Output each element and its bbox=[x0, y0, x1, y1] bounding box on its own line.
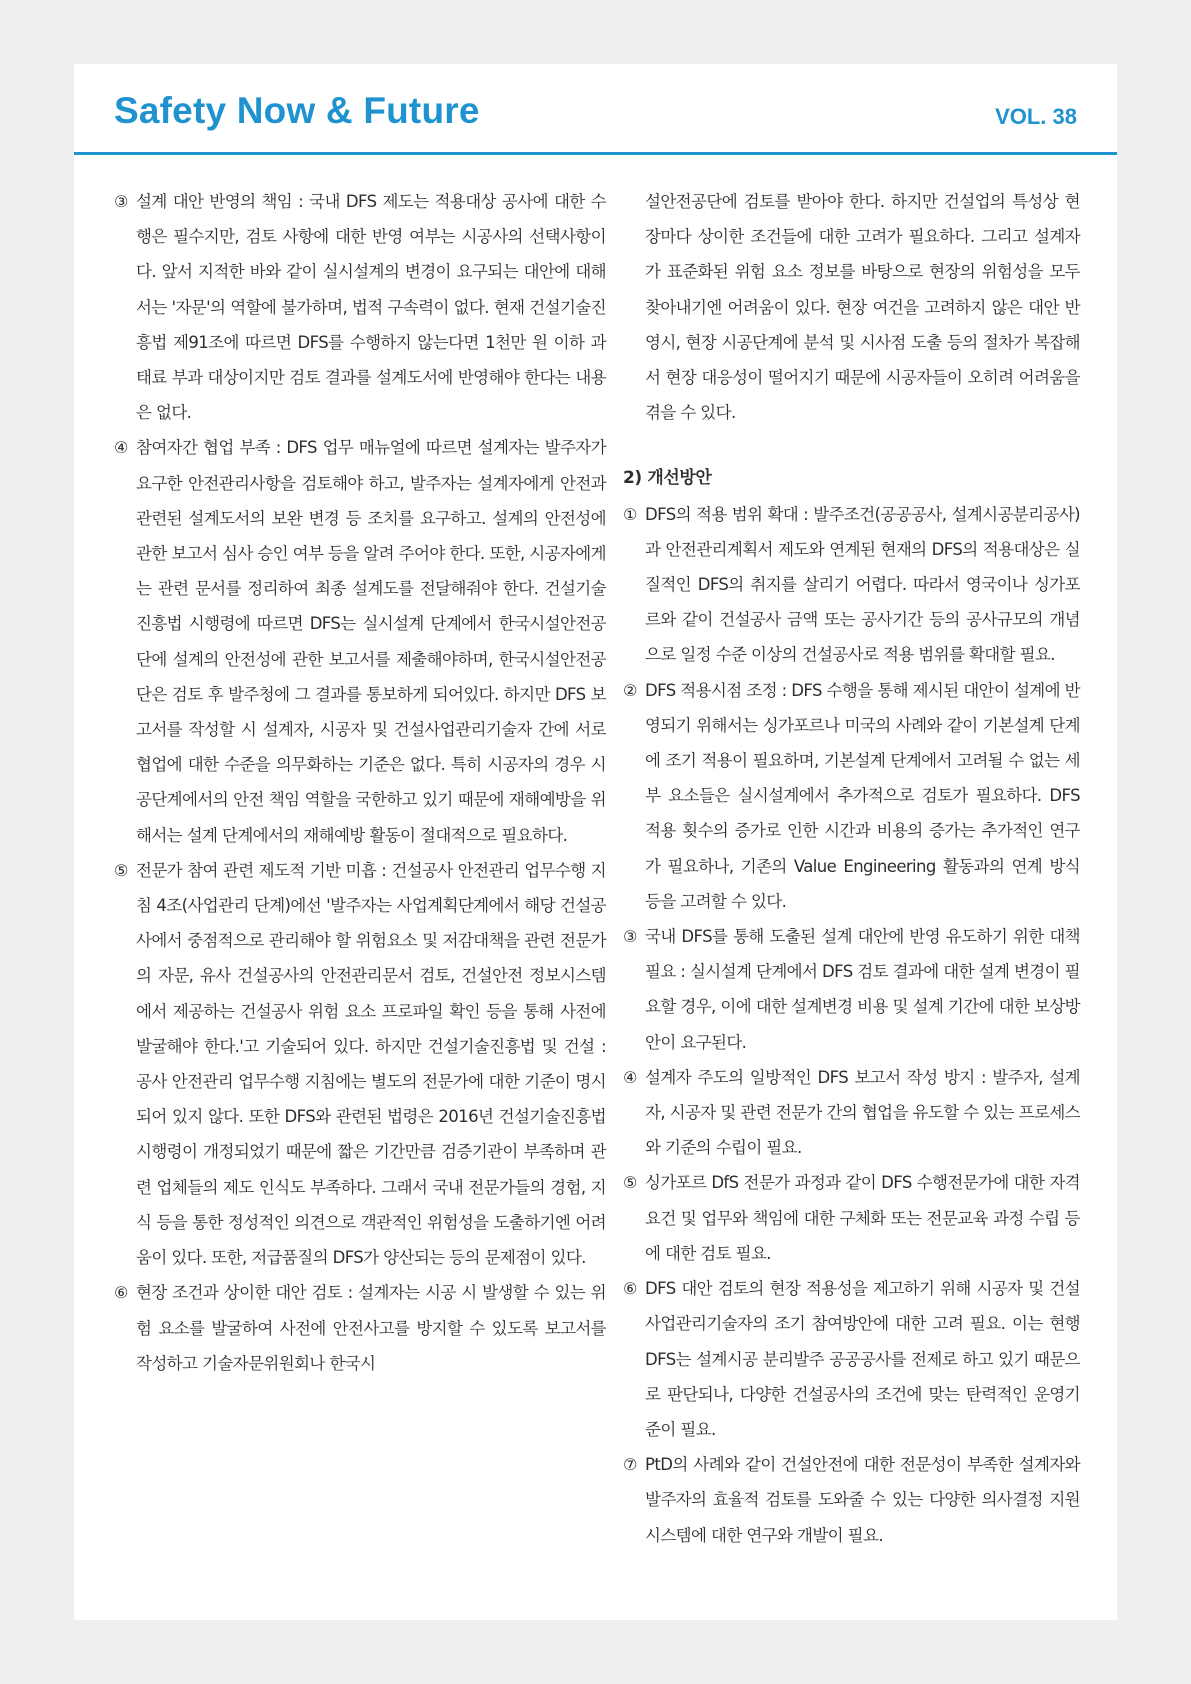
list-item bbox=[623, 673, 1080, 919]
item-text: 국내 DFS를 통해 도출된 설계 대안에 반영 유도하기 위한 대책 필요 : 실시설계 단계에서 DFS 검토 결과에 대한 설계 변경이 필요할 경우, 이에 대한 설계변경 비용 및 설계 기간에 대한 보상방안이 요구된다. bbox=[645, 927, 1080, 1052]
list-item bbox=[623, 497, 1080, 673]
item-text: PtD의 사례와 같이 건설안전에 대한 전문성이 부족한 설계자와 발주자의 효율적 검토를 도와줄 수 있는 다양한 의사결정 지원 시스템에 대한 연구와 개발이 필요. bbox=[645, 1455, 1080, 1545]
item-number: ⑤ bbox=[623, 1173, 637, 1193]
item-number: ⑥ bbox=[114, 1283, 128, 1303]
magazine-title: Safety Now & Future bbox=[114, 90, 480, 131]
list-item bbox=[114, 1275, 606, 1381]
item-number: ⑥ bbox=[623, 1279, 637, 1299]
item-number: ③ bbox=[623, 927, 637, 947]
item-number: ④ bbox=[114, 438, 128, 458]
item-number: ⑤ bbox=[114, 860, 128, 880]
section-heading: 2) 개선방안 bbox=[623, 468, 712, 489]
document-page bbox=[74, 64, 1117, 1620]
item-text: 설계 대안 반영의 책임 : 국내 DFS 제도는 적용대상 공사에 대한 수행은 필수지만, 검토 사항에 대한 반영 여부는 시공사의 선택사항이다. 앞서 지적한 바와 같이 실시설계의 변경이 요구되는 대안에 대해서는 '자문'의 역할에 불가하며, 법적 구속력이 없다. 현재 건설기술진흥법 제91조에 따르면 DFS를 수행하지 않는다면 1천만 원 이하 과태료 부과 대상이지만 검토 결과를 설계도서에 반영해야 한다는 내용은 없다. bbox=[136, 192, 606, 423]
volume-number: VOL. 38 bbox=[995, 104, 1077, 129]
list-item bbox=[114, 184, 606, 430]
list-item bbox=[623, 1060, 1080, 1166]
item-number: ② bbox=[623, 680, 637, 700]
item-text: DFS 대안 검토의 현장 적용성을 제고하기 위해 시공자 및 건설사업관리기술자의 조기 참여방안에 대한 고려 필요. 이는 현행 DFS는 설계시공 분리발주 공공공사를 전제로 하고 있기 때문으로 판단되나, 다양한 건설공사의 조건에 맞는 탄력적인 운영기준이 필요. bbox=[645, 1279, 1080, 1439]
item-text: 전문가 참여 관련 제도적 기반 미흡 : 건설공사 안전관리 업무수행 지침 4조(사업관리 단계)에선 '발주자는 사업계획단계에서 해당 건설공사에서 중점적으로 관리해야 할 위험요소 및 저감대책을 관련 전문가의 자문, 유사 건설공사의 안전관리문서 검토, 건설안전 정보시스템에서 제공하는 건설공사 위험 요소 프로파일 확인 등을 통해 사전에 발굴해야 한다.'고 기술되어 있다. 하지만 건설기술진흥법 및 건설 : 공사 안전관리 업무수행 지침에는 별도의 전문가에 대한 기준이 명시되어 있지 않다. 또한 DFS와 관련된 법령은 2016년 건설기술진흥법 시행령이 개정되었기 때문에 짧은 기간만큼 검증기관이 부족하며 관련 업체들의 제도 인식도 부족하다. 그래서 국내 전문가들의 경험, 지식 등을 통한 정성적인 의견으로 객관적인 위험성을 도출하기엔 어려움이 있다. 또한, 저급품질의 DFS가 양산되는 등의 문제점이 있다. bbox=[136, 860, 606, 1268]
left-column bbox=[114, 184, 606, 1381]
item-text: 설계자 주도의 일방적인 DFS 보고서 작성 방지 : 발주자, 설계자, 시공자 및 관련 전문가 간의 협업을 유도할 수 있는 프로세스와 기준의 수립이 필요. bbox=[645, 1067, 1080, 1158]
right-column bbox=[623, 184, 1080, 1553]
item-number: ⑦ bbox=[623, 1455, 637, 1475]
item-number: ④ bbox=[623, 1067, 637, 1087]
item-number: ① bbox=[623, 504, 637, 524]
item-text: DFS 적용시점 조정 : DFS 수행을 통해 제시된 대안이 설계에 반영되기 위해서는 싱가포르나 미국의 사례와 같이 기본설계 단계에 조기 적용이 필요하며, 기본설계 단계에서 고려될 수 없는 세부 요소들은 실시설계에서 추가적으로 검토가 필요하다. DFS 적용 횟수의 증가로 인한 시간과 비용의 증가는 추가적인 연구가 필요하나, 기존의 Value Engineering 활동과의 연계 방식 등을 고려할 수 있다. bbox=[645, 680, 1080, 911]
item-number: ③ bbox=[114, 192, 128, 211]
list-item bbox=[114, 853, 606, 1275]
list-item bbox=[623, 1271, 1080, 1447]
continuation-paragraph: 설안전공단에 검토를 받아야 한다. 하지만 건설업의 특성상 현장마다 상이한 조건들에 대한 고려가 필요하다. 그리고 설계자가 표준화된 위험 요소 정보를 바탕으로 현장의 위험성을 모두 찾아내기엔 어려움이 있다. 현장 여건을 고려하지 않은 대안 반영시, 현장 시공단계에 분석 및 시사점 도출 등의 절차가 복잡해서 현장 대응성이 떨어지기 때문에 시공자들이 오히려 어려움을 겪을 수 있다. bbox=[645, 192, 1080, 423]
item-text: DFS의 적용 범위 확대 : 발주조건(공공공사, 설계시공분리공사)과 안전관리계획서 제도와 연계된 현재의 DFS의 적용대상은 실질적인 DFS의 취지를 살리기 어렵다. 따라서 영국이나 싱가포르와 같이 건설공사 금액 또는 공사기간 등의 공사규모의 개념으로 일정 수준 이상의 건설공사로 적용 범위를 확대할 필요. bbox=[645, 504, 1080, 665]
list-item bbox=[623, 1165, 1080, 1271]
item-text: 현장 조건과 상이한 대안 검토 : 설계자는 시공 시 발생할 수 있는 위험 요소를 발굴하여 사전에 안전사고를 방지할 수 있도록 보고서를 작성하고 기술자문위원회나 한국시 bbox=[136, 1283, 606, 1373]
item-text: 싱가포르 DfS 전문가 과정과 같이 DFS 수행전문가에 대한 자격요건 및 업무와 책임에 대한 구체화 또는 전문교육 과정 수립 등에 대한 검토 필요. bbox=[645, 1173, 1080, 1263]
item-text: 참여자간 협업 부족 : DFS 업무 매뉴얼에 따르면 설계자는 발주자가 요구한 안전관리사항을 검토해야 하고, 발주자는 설계자에게 안전과 관련된 설계도서의 보완 변경 등 조치를 요구하고. 설계의 안전성에 관한 보고서 심사 승인 여부 등을 알려 주어야 한다. 또한, 시공자에게는 관련 문서를 정리하여 최종 설계도를 전달해줘야 한다. 건설기술진흥법 시행령에 따르면 DFS는 실시설계 단계에서 한국시설안전공단에 설계의 안전성에 관한 보고서를 제출해야하며, 한국시설안전공단은 검토 후 발주청에 그 결과를 통보하게 되어있다. 하지만 DFS 보고서를 작성할 시 설계자, 시공자 및 건설사업관리기술자 간에 서로 협업에 대한 수준을 의무화하는 기준은 없다. 특히 시공자의 경우 시공단계에서의 안전 책임 역할을 국한하고 있기 때문에 재해예방을 위해서는 설계 단계에서의 재해예방 활동이 절대적으로 필요하다. bbox=[136, 438, 606, 845]
list-item bbox=[114, 430, 606, 852]
list-item bbox=[623, 919, 1080, 1060]
page-header bbox=[74, 64, 1117, 155]
list-item bbox=[623, 1447, 1080, 1553]
